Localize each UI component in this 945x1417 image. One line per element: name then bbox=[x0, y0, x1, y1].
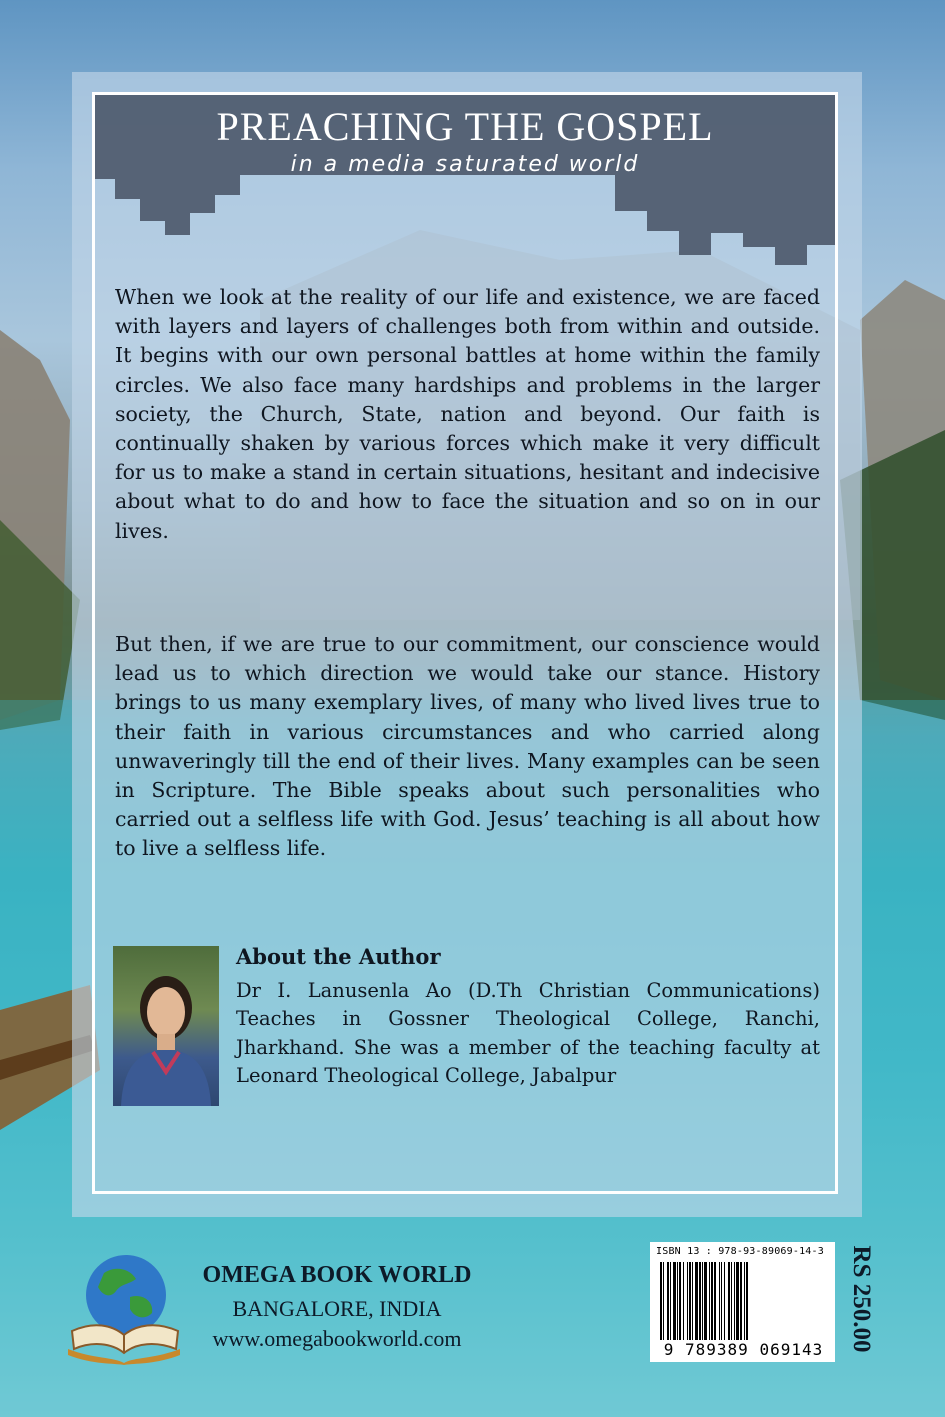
barcode-digits: 9 789389 069143 bbox=[663, 1340, 824, 1359]
isbn-label: ISBN 13 : 978-93-89069-14-3 bbox=[656, 1246, 824, 1257]
publisher-globe-book-logo-icon bbox=[64, 1245, 184, 1365]
blurb-paragraph-1: When we look at the reality of our life and existence, we are faced with layers and layers of challenges both from within and outside. It begins with our own personal battles at home within the family circles. We also face many hardships and problems in the larger society, the Church, State, nation and beyond. Our faith is continually shaken by various forces which make it very difficult for us to make a stand in certain situations, hesitant and indecisive about what to do and how to face the situation and so on in our lives. bbox=[115, 285, 820, 543]
book-subtitle: in a media saturated world bbox=[290, 152, 640, 177]
about-author-text: Dr I. Lanusenla Ao (D.Th Christian Communications) Teaches in Gossner Theological College, Ranchi, Jharkhand. She was a member of the teaching faculty at Leonard Theological College, Jabalpur bbox=[236, 979, 820, 1088]
author-portrait-icon bbox=[113, 946, 219, 1106]
publisher-website: www.omegabookworld.com bbox=[212, 1326, 462, 1351]
publisher-name: OMEGA BOOK WORLD bbox=[202, 1262, 472, 1288]
publisher-city: BANGALORE, INDIA bbox=[232, 1296, 442, 1321]
barcode-icon bbox=[656, 1262, 831, 1340]
about-author-heading: About the Author bbox=[236, 944, 441, 969]
author-photo bbox=[113, 946, 219, 1106]
price-label: RS 250.00 bbox=[848, 1245, 875, 1353]
book-title: PREACHING THE GOSPEL bbox=[216, 104, 714, 149]
blurb-paragraph-2: But then, if we are true to our commitment, our conscience would lead us to which direction we would take our stance. History brings to us many exemplary lives, of many who lived lives true to their faith in various circumstances and who carried along unwaveringly till the end of their lives. Many examples can be seen in Scripture. The Bible speaks about such personalities who carried out a selfless life with God. Jesus’ teaching is all about how to live a selfless life. bbox=[115, 632, 820, 861]
